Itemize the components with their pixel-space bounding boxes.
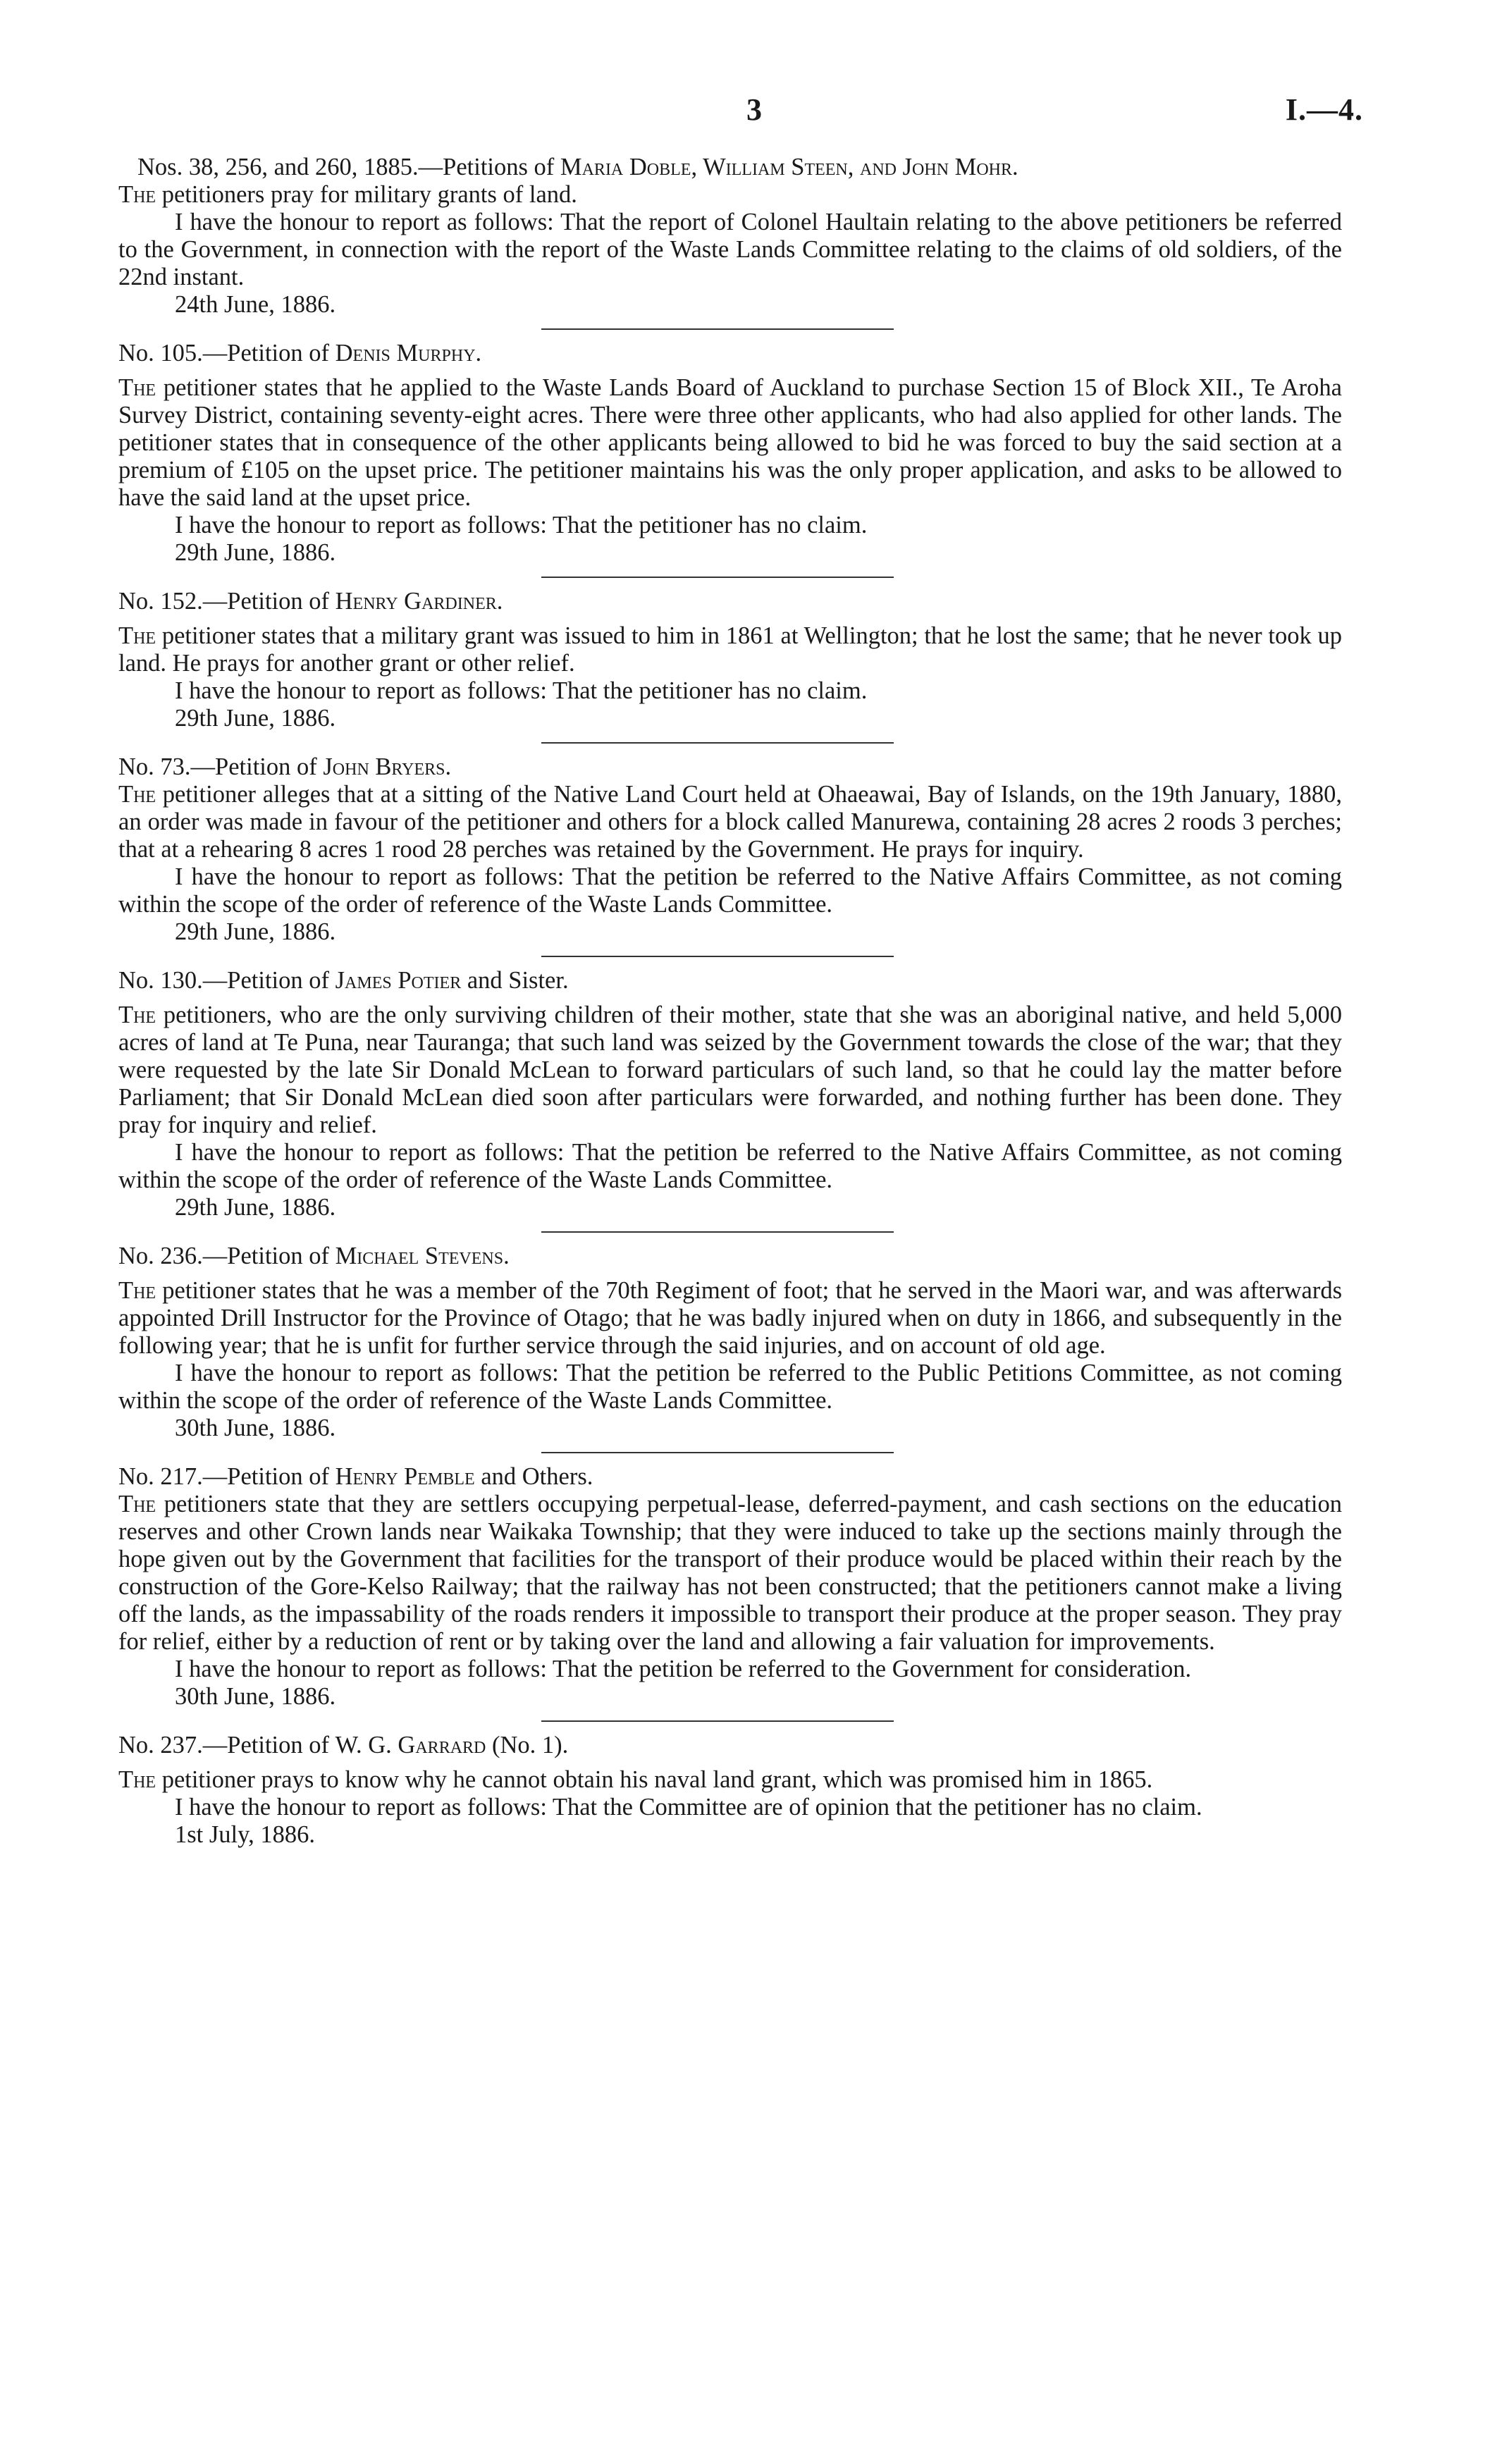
- petitioner-names: John Bryers.: [323, 753, 452, 780]
- petition-entry: [118, 154, 1342, 319]
- report-date: 24th June, 1886.: [175, 291, 336, 318]
- section-divider: [541, 1452, 894, 1453]
- committee-report: I have the honour to report as follows: That the petitioner has no claim.: [175, 677, 868, 704]
- petition-heading: No. 73.—Petition of John Bryers.: [118, 753, 452, 780]
- petition-heading: No. 217.—Petition of Henry Pemble and Others.: [118, 1463, 593, 1490]
- petition-entry: [118, 340, 1342, 567]
- section-divider: [541, 577, 894, 578]
- report-date: 29th June, 1886.: [175, 705, 336, 732]
- petitioner-names: Henry Pemble: [335, 1463, 475, 1490]
- report-date: 29th June, 1886.: [175, 918, 336, 945]
- petitioner-names: James Potier: [335, 967, 462, 994]
- petition-entry: [118, 753, 1342, 946]
- petitioner-names: Michael Stevens.: [335, 1243, 510, 1269]
- petition-body: The petitioner states that he applied to the Waste Lands Board of Auckland to purchase Section 15 of Block XII., Te Aroha Survey District, containing seventy-eight acres. There were three other applicants, who had also applied for other lands. The petitioner states that in consequence of the other applicants being allowed to bid he was forced to buy the said section at a premium of £105 on the upset price. The petitioner maintains his was the only proper application, and asks to be allowed to have the said land at the upset price.: [118, 374, 1342, 511]
- report-date: 30th June, 1886.: [175, 1683, 336, 1710]
- petition-body: The petitioners, who are the only surviving children of their mother, state that she was an aboriginal native, and held 5,000 acres of land at Te Puna, near Tauranga; that such land was seized by the Government towards the close of the war; that they were requested by the late Sir Donald McLean to forward particulars of such land, so that he could lay the matter before Parliament; that Sir Donald McLean died soon after particulars were forwarded, and nothing further has been done. They pray for inquiry and relief.: [118, 1002, 1342, 1138]
- petition-entry: [118, 1243, 1342, 1442]
- petition-heading: No. 236.—Petition of Michael Stevens.: [118, 1243, 510, 1269]
- section-divider: [541, 1231, 894, 1233]
- committee-report: I have the honour to report as follows: That the Committee are of opinion that the petitioner has no claim.: [175, 1794, 1202, 1821]
- petitioner-names: W. G. Garrard: [335, 1732, 486, 1758]
- petition-body: The petitioners pray for military grants of land.: [118, 181, 577, 208]
- petition-heading: No. 105.—Petition of Denis Murphy.: [118, 340, 482, 366]
- report-date: 29th June, 1886.: [175, 539, 336, 566]
- petitioner-names: Henry Gardiner.: [335, 588, 503, 615]
- petition-entry: [118, 588, 1342, 732]
- committee-report: I have the honour to report as follows: That the petition be referred to the Government for consideration.: [175, 1656, 1192, 1682]
- petitions-list: [118, 154, 1342, 1849]
- section-divider: [541, 742, 894, 744]
- committee-report: I have the honour to report as follows: That the petitioner has no claim.: [175, 512, 868, 538]
- petition-heading: No. 237.—Petition of W. G. Garrard (No. 1).: [118, 1732, 569, 1758]
- petition-body: The petitioner states that he was a member of the 70th Regiment of foot; that he served in the Maori war, and was afterwards appointed Drill Instructor for the Province of Otago; that he was badly injured when on duty in 1866, and subsequently in the following year; that he is unfit for further service through the said injuries, and on account of old age.: [118, 1277, 1342, 1359]
- petition-entry: [118, 1463, 1342, 1711]
- petition-heading: Nos. 38, 256, and 260, 1885.—Petitions of Maria Doble, William Steen, and John Mohr.: [137, 154, 1018, 180]
- section-divider: [541, 956, 894, 957]
- petition-body: The petitioner states that a military grant was issued to him in 1861 at Wellington; that he lost the same; that he never took up land. He prays for another grant or other relief.: [118, 622, 1342, 677]
- committee-report: I have the honour to report as follows: That the petition be referred to the Native Affairs Committee, as not coming within the scope of the order of reference of the Waste Lands Committee.: [118, 1139, 1342, 1193]
- document-reference: I.—4.: [1285, 92, 1363, 127]
- report-date: 30th June, 1886.: [175, 1415, 336, 1441]
- petition-heading: No. 130.—Petition of James Potier and Sister.: [118, 967, 569, 994]
- section-divider: [541, 328, 894, 330]
- petition-heading: No. 152.—Petition of Henry Gardiner.: [118, 588, 503, 615]
- petition-entry: [118, 1732, 1342, 1849]
- petitioner-names: Denis Murphy.: [335, 340, 482, 366]
- report-date: 1st July, 1886.: [175, 1821, 316, 1848]
- committee-report: I have the honour to report as follows: That the petition be referred to the Native Affairs Committee, as not coming within the scope of the order of reference of the Waste Lands Committee.: [118, 863, 1342, 918]
- section-divider: [541, 1720, 894, 1722]
- petition-body: The petitioner prays to know why he cannot obtain his naval land grant, which was promised him in 1865.: [118, 1766, 1153, 1793]
- petition-body: The petitioner alleges that at a sitting of the Native Land Court held at Ohaeawai, Bay of Islands, on the 19th January, 1880, an order was made in favour of the petitioner and others for a block called Manurewa, containing 28 acres 2 roods 3 perches; that at a rehearing 8 acres 1 rood 28 perches was retained by the Government. He prays for inquiry.: [118, 781, 1342, 863]
- petitioner-names: Maria Doble, William Steen, and John Mohr.: [560, 154, 1018, 180]
- committee-report: I have the honour to report as follows: That the petition be referred to the Public Petitions Committee, as not coming within the scope of the order of reference of the Waste Lands Committee.: [118, 1360, 1342, 1414]
- committee-report: I have the honour to report as follows: That the report of Colonel Haultain relating to the above petitioners be referred to the Government, in connection with the report of the Waste Lands Committee relating to the claims of old soldiers, of the 22nd instant.: [118, 209, 1342, 290]
- petition-body: The petitioners state that they are settlers occupying perpetual-lease, deferred-payment, and cash sections on the education reserves and other Crown lands near Waikaka Township; that they were induced to take up the sections mainly through the hope given out by the Government that facilities for the transport of their produce would be placed within their reach by the construction of the Gore-Kelso Railway; that the railway has not been constructed; that the petitioners cannot make a living off the lands, as the impassability of the roads renders it impossible to transport their produce at the proper season. They pray for relief, either by a reduction of rent or by taking over the land and allowing a fair valuation for improvements.: [118, 1491, 1342, 1655]
- page-number: 3: [746, 92, 762, 127]
- report-date: 29th June, 1886.: [175, 1194, 336, 1221]
- petition-entry: [118, 967, 1342, 1221]
